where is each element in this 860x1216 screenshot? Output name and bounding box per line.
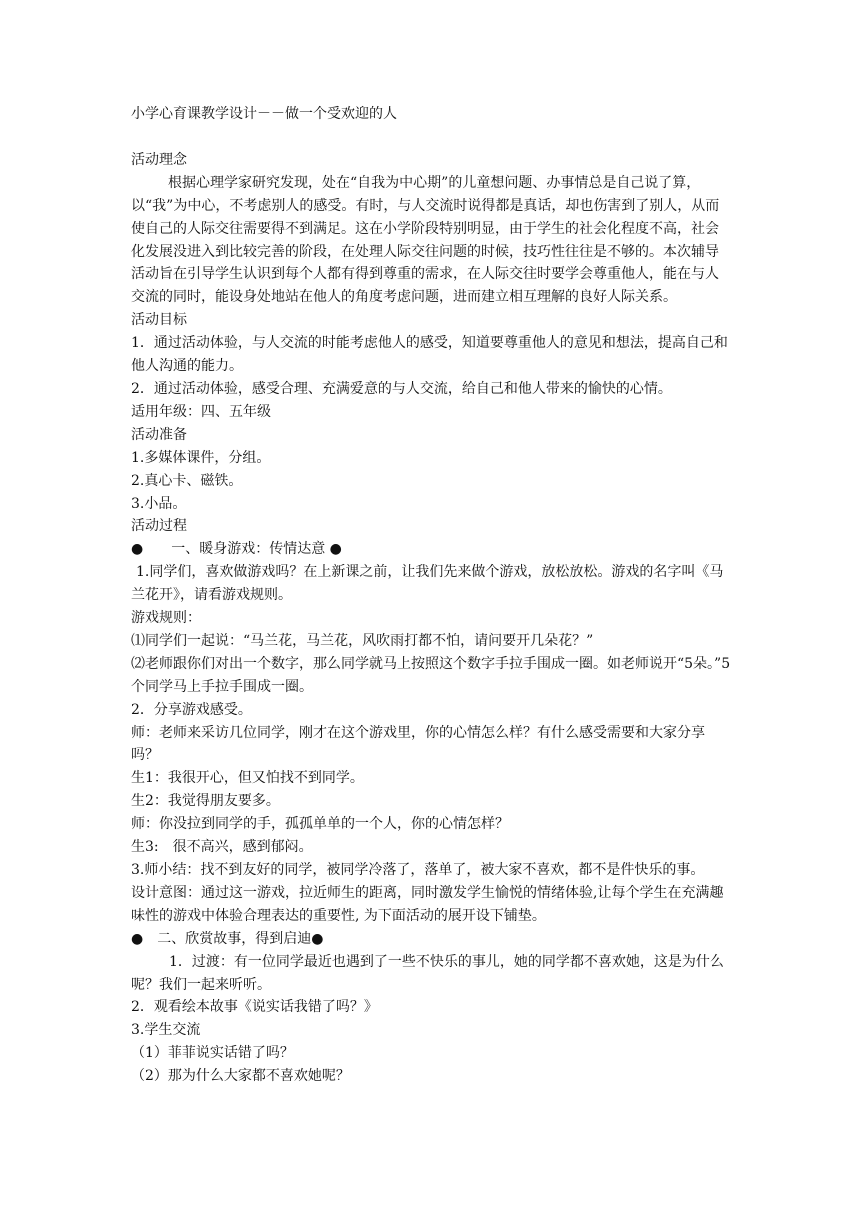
part1-heading: ● 一、暖身游戏：传情达意 ● xyxy=(131,541,342,558)
document-body xyxy=(131,103,731,1088)
teacher-question-1: 师：老师来采访几位同学，刚才在这个游戏里，你的心情怎么样？有什么感受需要和大家分享吗？ xyxy=(131,724,705,764)
prep-item-2: 2.真心卡、磁铁。 xyxy=(131,472,243,489)
goal-item-2: 2．通过活动体验，感受合理、充满爱意的与人交流，给自己和他人带来的愉快的心情。 xyxy=(131,380,672,397)
question-1: （1）菲菲说实话错了吗？ xyxy=(131,1045,294,1062)
prep-item-3: 3.小品。 xyxy=(131,495,187,512)
part2-step3: 3.学生交流 xyxy=(131,1022,201,1039)
design-intent: 设计意图：通过这一游戏，拉近师生的距离，同时激发学生愉悦的情绪体验,让每个学生在充满趣味性的游戏中体验合理表达的重要性, 为下面活动的展开设下铺垫。 xyxy=(131,884,724,924)
concept-paragraph: 根据心理学家研究发现，处在“自我为中心期”的儿童想问题、办事情总是自己说了算，以“我”为中心，不考虑别人的感受。有时，与人交流时说得都是真话，却也伤害到了别人，从而使自己的人际交往需要得不到满足。这在小学阶段特别明显，由于学生的社会化程度不高，社会化发展没进入到比较完善的阶段，在处理人际交往问题的时候，技巧性往往是不够的。本次辅导活动旨在引导学生认识到每个人都有得到尊重的需求，在人际交往时要学会尊重他人，能在与人交流的同时，能设身处地站在他人的角度考虑问题，进而建立相互理解的良好人际关系。 xyxy=(131,174,720,306)
prep-item-1: 1.多媒体课件，分组。 xyxy=(131,449,271,466)
rules-heading: 游戏规则： xyxy=(131,610,201,627)
student-answer-3: 生3: 很不高兴，感到郁闷。 xyxy=(131,839,313,856)
summary-line: 3.师小结：找不到友好的同学，被同学冷落了，落单了，被大家不喜欢，都不是件快乐的事。 xyxy=(131,862,705,878)
teacher-question-2: 师：你没拉到同学的手，孤孤单单的一个人，你的心情怎样？ xyxy=(131,816,509,833)
step-2: 2．分享游戏感受。 xyxy=(131,701,252,718)
part1-step1: 1.同学们，喜欢做游戏吗？在上新课之前，让我们先来做个游戏，放松放松。游戏的名字叫《马兰花开》，请看游戏规则。 xyxy=(131,564,724,604)
rule-item-1: ⑴同学们一起说：“马兰花，马兰花，风吹雨打都不怕，请问要开几朵花？” xyxy=(131,632,594,649)
part2-heading: ● 二、欣赏故事，得到启迪● xyxy=(131,930,324,947)
process-heading: 活动过程 xyxy=(131,518,187,535)
document-title: 小学心育课教学设计－－做一个受欢迎的人 xyxy=(131,106,397,122)
concept-heading: 活动理念 xyxy=(131,151,187,168)
student-answer-2: 生2：我觉得朋友要多。 xyxy=(131,793,280,810)
grade-line: 适用年级：四、五年级 xyxy=(131,403,271,420)
goals-heading: 活动目标 xyxy=(131,312,187,329)
question-2: （2）那为什么大家都不喜欢她呢？ xyxy=(131,1068,350,1085)
prep-heading: 活动准备 xyxy=(131,426,187,443)
rule-item-2: ⑵老师跟你们对出一个数字，那么同学就马上按照这个数字手拉手围成一圈。如老师说开“5朵。”5个同学马上手拉手围成一圈。 xyxy=(131,655,731,695)
student-answer-1: 生1：我很开心，但又怕找不到同学。 xyxy=(131,770,364,787)
part2-step2: 2．观看绘本故事《说实话我错了吗？》 xyxy=(131,999,378,1016)
part2-step1: 1．过渡：有一位同学最近也遇到了一些不快乐的事儿，她的同学都不喜欢她，这是为什么呢？我们一起来听听。 xyxy=(131,953,724,993)
goal-item-1: 1．通过活动体验，与人交流的时能考虑他人的感受，知道要尊重他人的意见和想法，提高自己和他人沟通的能力。 xyxy=(131,335,728,375)
